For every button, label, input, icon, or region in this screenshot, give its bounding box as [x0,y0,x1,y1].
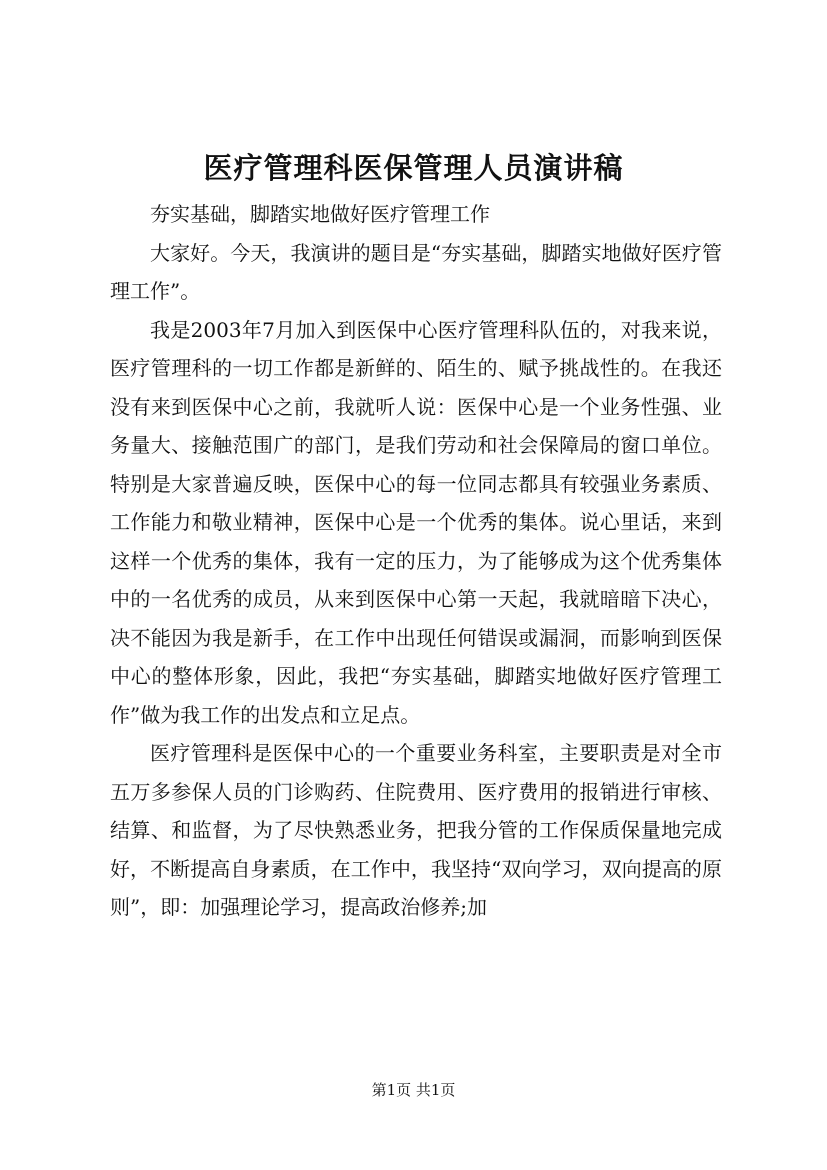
document-body [110,195,722,927]
paragraph-subtitle: 夯实基础，脚踏实地做好医疗管理工作 [150,202,490,226]
paragraph-greeting: 大家好。今天，我演讲的题目是“夯实基础，脚踏实地做好医疗管理工作”。 [110,240,722,303]
page-footer: 第1页 共1页 [371,1081,456,1099]
paragraph-introduction: 我是2003年7月加入到医保中心医疗管理科队伍的，对我来说，医疗管理科的一切工作都是新鲜的、陌生的、赋予挑战性的。在我还没有来到医保中心之前，我就听人说：医保中心是一个业务性强、业务量大、接触范围广的部门，是我们劳动和社会保障局的窗口单位。特别是大家普遍反映，医保中心的每一位同志都具有较强业务素质、工作能力和敬业精神，医保中心是一个优秀的集体。说心里话，来到这样一个优秀的集体，我有一定的压力，为了能够成为这个优秀集体中的一名优秀的成员，从来到医保中心第一天起，我就暗暗下决心，决不能因为我是新手，在工作中出现任何错误或漏洞，而影响到医保中心的整体形象，因此，我把“夯实基础，脚踏实地做好医疗管理工作”做为我工作的出发点和立足点。 [110,317,722,727]
document-title: 医疗管理科医保管理人员演讲稿 [203,151,624,185]
paragraph-department-duties: 医疗管理科是医保中心的一个重要业务科室，主要职责是对全市五万多参保人员的门诊购药、住院费用、医疗费用的报销进行审核、结算、和监督，为了尽快熟悉业务，把我分管的工作保质保量地完成好，不断提高自身素质，在工作中，我坚持“双向学习，双向提高的原则”，即：加强理论学习，提高政治修养;加 [110,741,722,919]
